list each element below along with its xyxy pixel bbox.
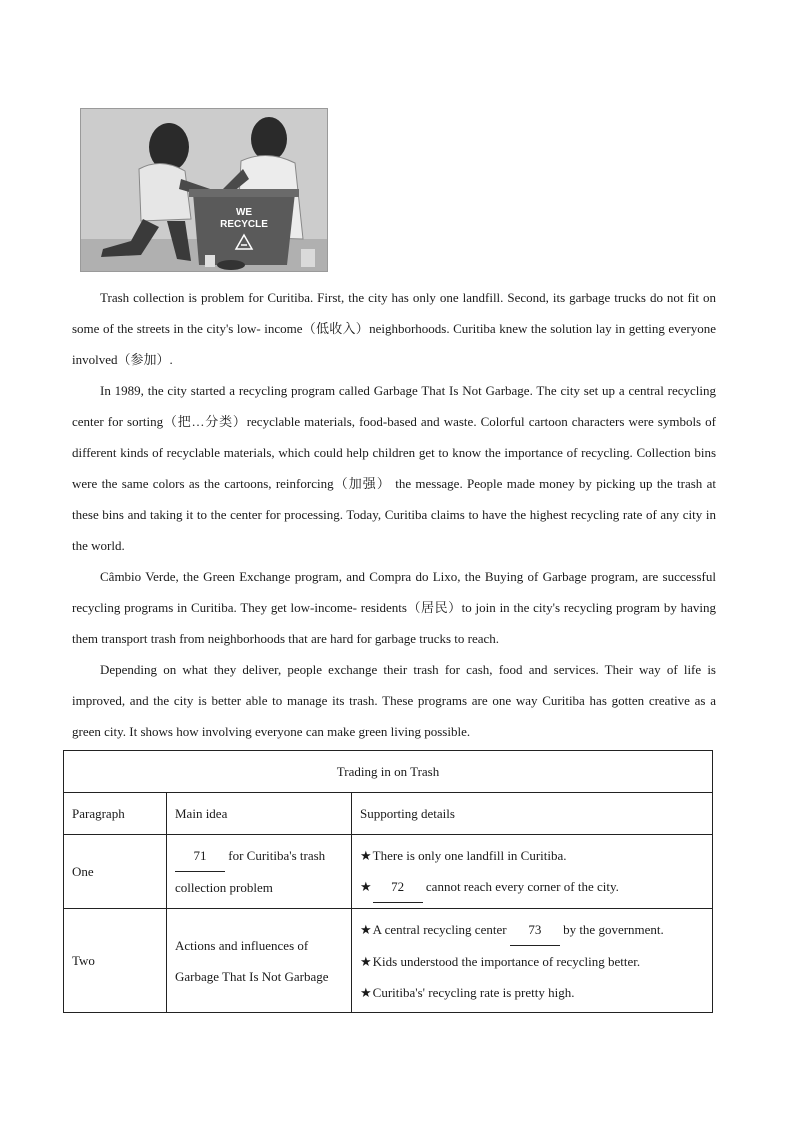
header-main-idea: Main idea bbox=[167, 793, 352, 835]
main-idea-text: for Curitiba's trash bbox=[225, 848, 326, 863]
detail-text: There is only one landfill in Curitiba. bbox=[372, 848, 567, 863]
bin-sign-line2: RECYCLE bbox=[220, 219, 268, 230]
detail-text: Kids understood the importance of recycling better. bbox=[372, 953, 641, 969]
table-row bbox=[64, 909, 713, 1013]
article-paragraph-3: Câmbio Verde, the Green Exchange program, and Compra do Lixo, the Buying of Garbage program, are successful recycling programs in Curitiba. They get low-income- residents（居民）to join in the city's recycling program by having them transport trash from neighborhoods that are hard for garbage trucks to reach. bbox=[72, 569, 716, 646]
row-main-idea bbox=[167, 835, 352, 909]
photo-illustration bbox=[81, 109, 328, 272]
main-idea-text: Actions and influences of bbox=[175, 937, 309, 953]
main-idea-text-2: collection problem bbox=[175, 880, 273, 895]
star-icon: ★ bbox=[360, 984, 372, 1000]
detail-text: Curitiba's' recycling rate is pretty high. bbox=[372, 984, 575, 1000]
row-details bbox=[352, 835, 713, 909]
star-icon: ★ bbox=[360, 921, 372, 937]
article bbox=[72, 282, 716, 747]
header-paragraph: Paragraph bbox=[64, 793, 167, 835]
bin-sign-line1: WE bbox=[235, 207, 253, 218]
table-row bbox=[64, 835, 713, 909]
star-icon: ★ bbox=[360, 848, 372, 863]
row-paragraph: Two bbox=[64, 909, 167, 1013]
detail-text: A central recycling center bbox=[372, 921, 510, 937]
answer-blank-73[interactable]: 73 bbox=[510, 914, 560, 946]
detail-text: cannot reach every corner of the city. bbox=[422, 879, 619, 894]
row-main-idea bbox=[167, 909, 352, 1013]
answer-blank-72[interactable]: 72 bbox=[373, 871, 423, 903]
article-paragraph-1: Trash collection is problem for Curitiba. First, the city has only one landfill. Second, its garbage trucks do not fit on some of the streets in the city's low- income（低收入）neighborhoods. Curitiba knew the solution lay in getting everyone involved（参加）. bbox=[72, 290, 716, 367]
article-paragraph-4: Depending on what they deliver, people exchange their trash for cash, food and services. Their way of life is improved, and the city is better able to manage its trash. These programs are one way Curitiba has gotten creative as a green city. It shows how involving everyone can make green living possible. bbox=[72, 662, 716, 739]
article-paragraph-2: In 1989, the city started a recycling program called Garbage That Is Not Garbage. The city set up a central recycling center for sorting（把…分类）recyclable materials, food-based and waste. Colorful cartoon characters were symbols of different kinds of recyclable materials, which could help children get to know the importance of recycling. Collection bins were the same colors as the cartoons, reinforcing（加强） the message. People made money by picking up the trash at these bins and taking it to the center for processing. Today, Curitiba claims to have the highest recycling rate of any city in the world. bbox=[72, 383, 716, 553]
recycling-photo bbox=[80, 108, 328, 272]
star-icon: ★ bbox=[360, 953, 372, 969]
table-caption: Trading in on Trash bbox=[64, 751, 713, 793]
answer-blank-71[interactable]: 71 bbox=[175, 840, 225, 872]
summary-table bbox=[63, 750, 713, 1013]
row-details bbox=[352, 909, 713, 1013]
header-supporting-details: Supporting details bbox=[352, 793, 713, 835]
row-paragraph: One bbox=[64, 835, 167, 909]
star-icon: ★ bbox=[360, 879, 372, 894]
main-idea-text-2: Garbage That Is Not Garbage bbox=[175, 968, 329, 984]
detail-text: by the government. bbox=[559, 921, 664, 937]
